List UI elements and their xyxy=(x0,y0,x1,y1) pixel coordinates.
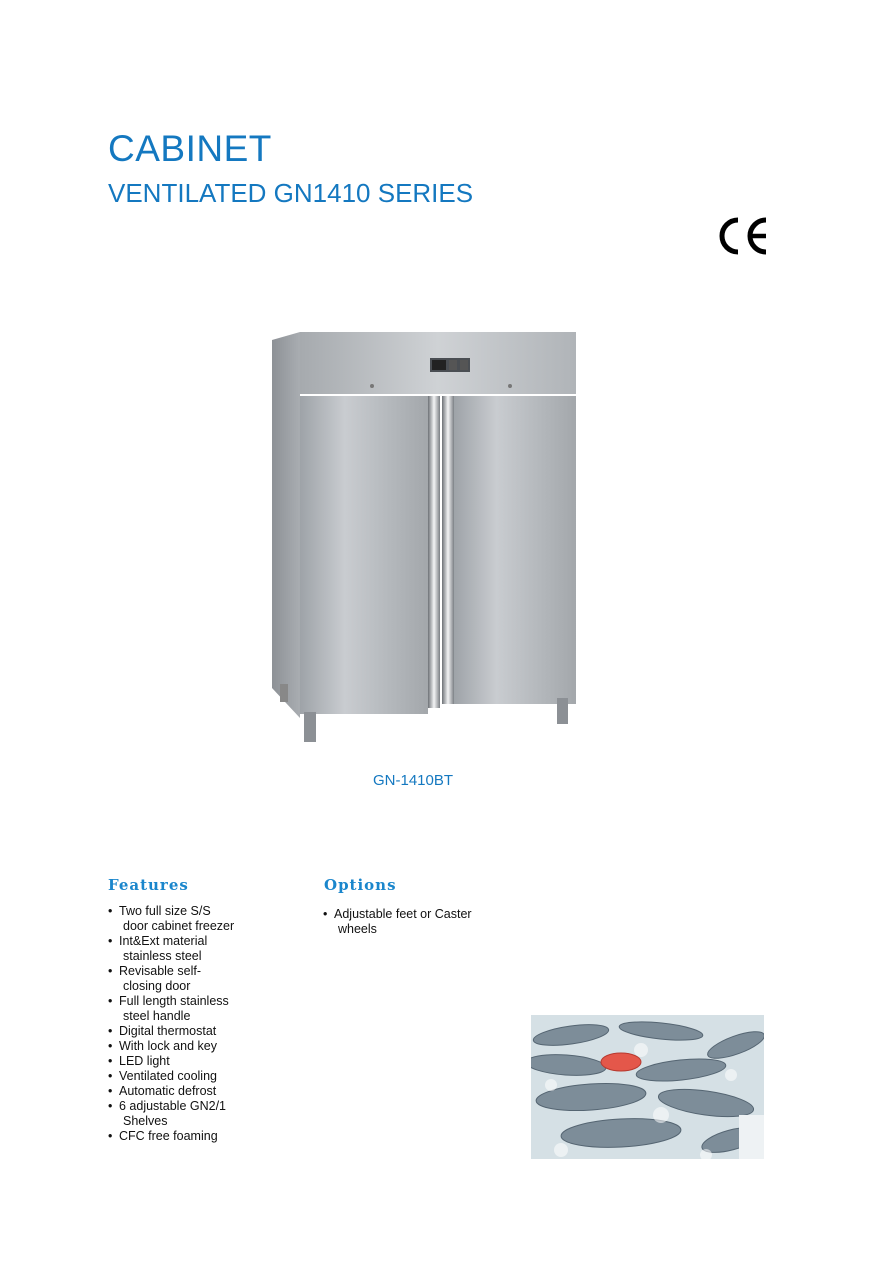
list-item: • LED light xyxy=(108,1054,170,1068)
list-item: • Adjustable feet or Caster wheels xyxy=(323,907,472,936)
list-item: • Full length stainless steel handle xyxy=(108,994,229,1023)
list-item: • With lock and key xyxy=(108,1039,217,1053)
page-subtitle: VENTILATED GN1410 SERIES xyxy=(108,178,474,208)
fish-on-ice-photo-icon xyxy=(531,1015,764,1159)
features-heading: Features xyxy=(108,876,189,894)
ce-mark-icon xyxy=(716,216,770,256)
list-item: • Digital thermostat xyxy=(108,1024,217,1038)
list-item: • Ventilated cooling xyxy=(108,1069,217,1083)
options-heading: Options xyxy=(324,876,397,894)
list-item: • Two full size S/S door cabinet freezer xyxy=(108,904,235,933)
list-item: • CFC free foaming xyxy=(108,1129,218,1143)
list-item: • Int&Ext material stainless steel xyxy=(108,934,208,963)
page-title: CABINET xyxy=(108,128,272,169)
product-model: GN-1410BT xyxy=(373,772,454,789)
list-item: • Automatic defrost xyxy=(108,1084,217,1098)
list-item: • 6 adjustable GN2/1 Shelves xyxy=(108,1099,227,1128)
list-item: • Revisable self- closing door xyxy=(108,964,201,993)
features-list xyxy=(108,904,308,1144)
stainless-two-door-cabinet-icon xyxy=(262,326,582,746)
options-list xyxy=(323,907,513,937)
